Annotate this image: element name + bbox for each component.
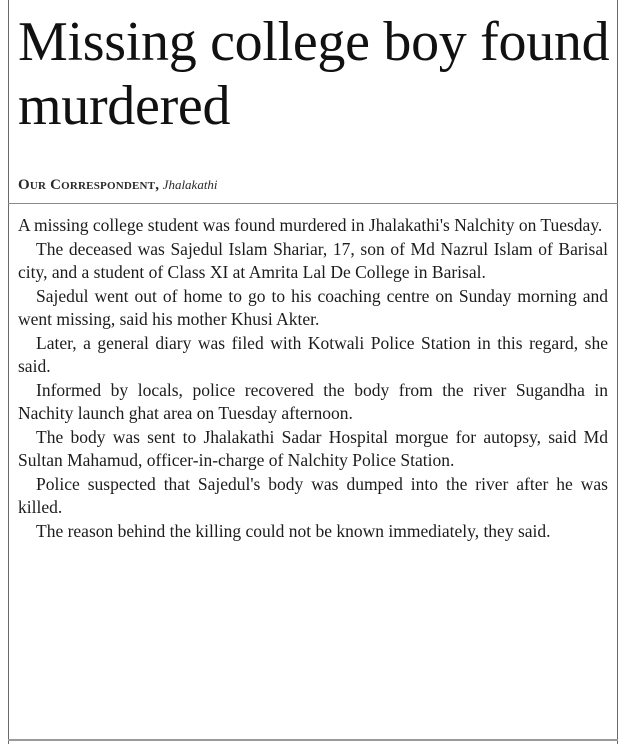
byline-location: Jhalakathi	[162, 177, 218, 192]
article-paragraph: The reason behind the killing could not be known immediately, they said.	[36, 520, 551, 541]
article-paragraph: Sajedul went out of home to go to his coaching centre on Sunday morning and went missing, said his mother Khusi Akter.	[18, 285, 608, 329]
article-paragraph: Police suspected that Sajedul's body was dumped into the river after he was killed.	[18, 473, 608, 517]
article-paragraph: A missing college student was found murdered in Jhalakathi's Nalchity on Tuesday.	[18, 215, 603, 235]
byline	[18, 176, 218, 195]
article-paragraph: Later, a general diary was filed with Kotwali Police Station in this regard, she said.	[18, 332, 608, 376]
byline-author: Our Correspondent,	[18, 177, 160, 193]
left-column-rule	[8, 0, 9, 744]
article-headline: Missing college boy found murdered	[18, 11, 610, 137]
article-body	[18, 214, 608, 543]
right-column-rule	[617, 0, 618, 744]
byline-divider	[8, 203, 618, 204]
article-paragraph: The body was sent to Jhalakathi Sadar Hospital morgue for autopsy, said Md Sultan Mahamud, officer-in-charge of Nalchity Police Station.	[18, 426, 608, 470]
article-paragraph: Informed by locals, police recovered the body from the river Sugandha in Nachity launch ghat area on Tuesday afternoon.	[18, 379, 608, 423]
article-paragraph: The deceased was Sajedul Islam Shariar, 17, son of Md Nazrul Islam of Barisal city, and a student of Class XI at Amrita Lal De College in Barisal.	[18, 238, 608, 282]
bottom-rule	[8, 739, 618, 741]
